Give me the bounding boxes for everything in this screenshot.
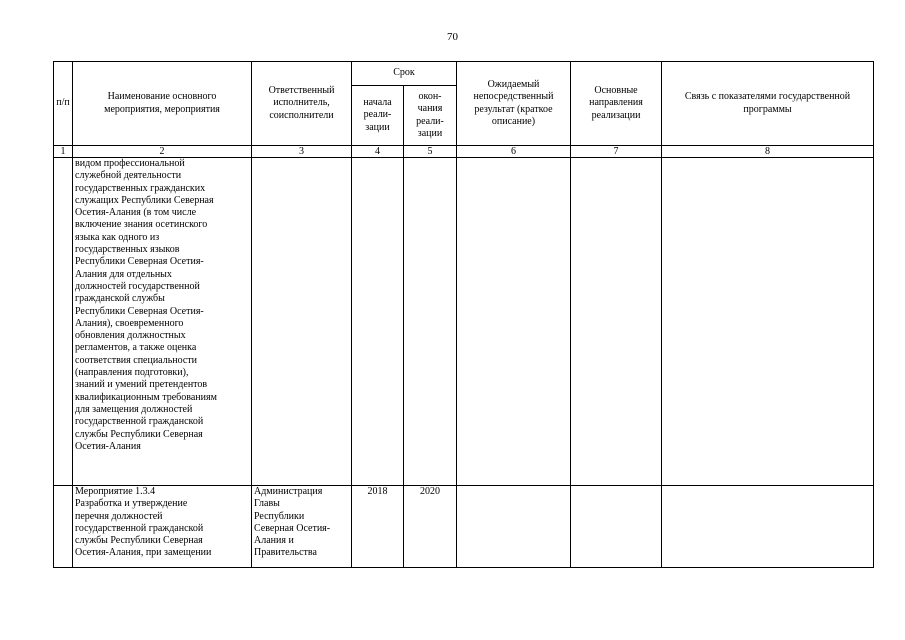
column-number: 1 xyxy=(54,146,73,158)
column-numbers-row xyxy=(54,146,874,158)
header-end: окон- чания реали- зации xyxy=(404,86,457,146)
header-npp: п/п xyxy=(54,62,73,146)
page-number: 70 xyxy=(447,31,458,43)
expected-result xyxy=(457,158,571,486)
header-srok: Срок xyxy=(352,62,457,86)
column-number: 8 xyxy=(662,146,874,158)
responsible-executor xyxy=(252,158,352,486)
row-number xyxy=(54,158,73,486)
implementation-directions xyxy=(571,158,662,486)
column-number: 5 xyxy=(404,146,457,158)
header-measure-name: Наименование основного мероприятия, мероприятия xyxy=(73,62,252,146)
expected-result xyxy=(457,486,571,568)
column-number: 7 xyxy=(571,146,662,158)
table-row xyxy=(54,486,874,568)
indicators-link xyxy=(662,486,874,568)
start-year: 2018 xyxy=(352,486,404,568)
measures-table xyxy=(53,61,874,568)
implementation-directions xyxy=(571,486,662,568)
end-year: 2020 xyxy=(404,486,457,568)
end-year xyxy=(404,158,457,486)
header-directions: Основные направления реализации xyxy=(571,62,662,146)
measure-name: видом профессиональной служебной деятельности государственных гражданских служащих Республики Северная Осетия-Алания (в том числе включение знания осетинского языка как одного из государственных языков Республики Северная Осетия- Алания для отдельных должностей государственной гражданской службы Республики Северная Осетия- Алания), своевременного обновления должностных регламентов, а также оценка соответствия специальности (направления подготовки), знаний и умений претендентов квалификационным требованиям для замещения должностей государственной гражданской службы Республики Северная Осетия-Алания xyxy=(73,158,252,486)
measure-name: Мероприятие 1.3.4 Разработка и утверждение перечня должностей государственной гражданской службы Республики Северная Осетия-Алания, при замещении xyxy=(73,486,252,568)
header-responsible: Ответственный исполнитель, соисполнители xyxy=(252,62,352,146)
header-start: начала реали- зации xyxy=(352,86,404,146)
column-number: 3 xyxy=(252,146,352,158)
column-number: 2 xyxy=(73,146,252,158)
responsible-executor: Администрация Главы Республики Северная Осетия- Алания и Правительства xyxy=(252,486,352,568)
indicators-link xyxy=(662,158,874,486)
column-number: 4 xyxy=(352,146,404,158)
row-number xyxy=(54,486,73,568)
start-year xyxy=(352,158,404,486)
header-indicators-link: Связь с показателями государственной программы xyxy=(662,62,874,146)
table-row xyxy=(54,158,874,486)
column-number: 6 xyxy=(457,146,571,158)
header-expected-result: Ожидаемый непосредственный результат (краткое описание) xyxy=(457,62,571,146)
